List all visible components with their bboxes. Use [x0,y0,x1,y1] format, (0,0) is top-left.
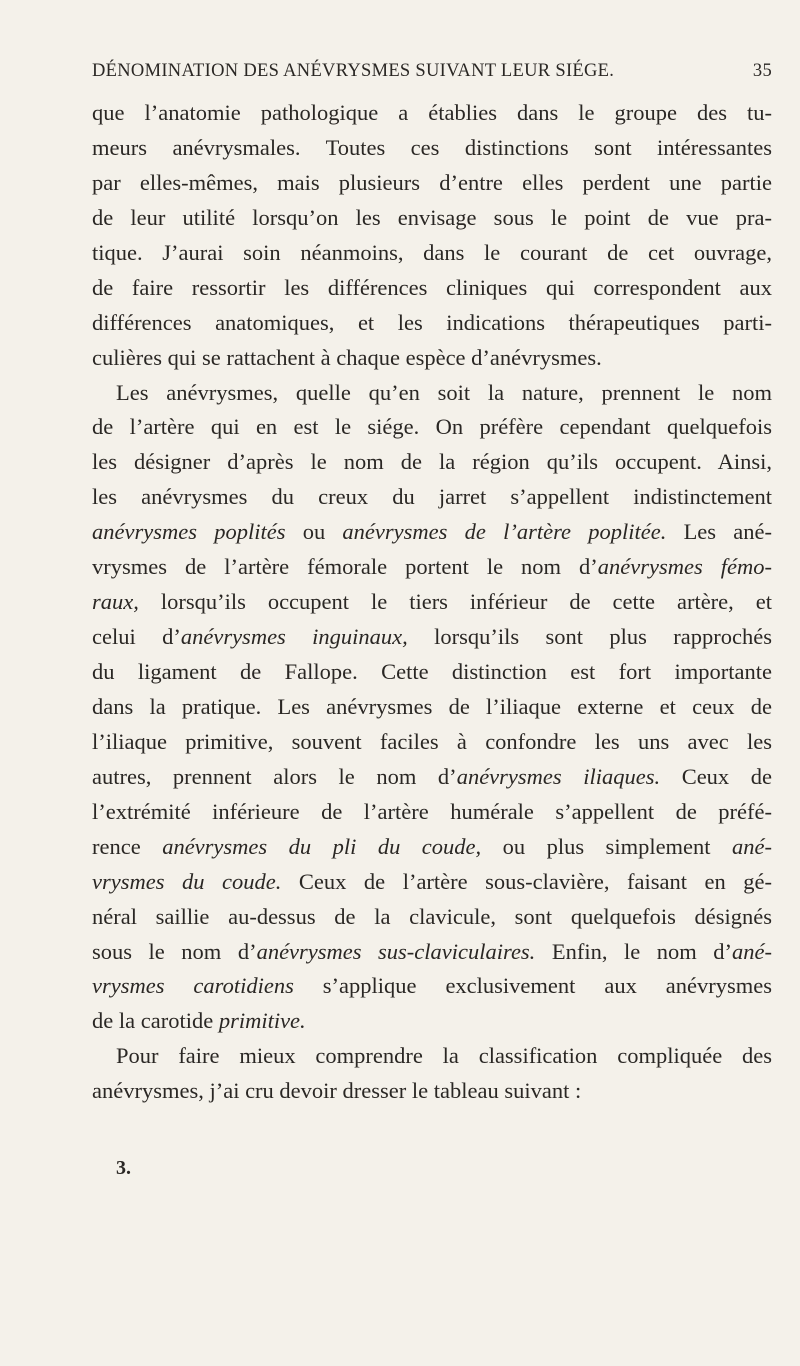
text-line [92,236,772,271]
text-segment: l’extrémité inférieure de l’artère humérale s’appellent de préfé- [92,798,772,824]
text-segment: Ceux de [660,763,772,789]
text-line [92,341,772,376]
text-line [92,760,772,795]
text-segment: que l’anatomie pathologique a établies dans le groupe des tu- [92,100,772,125]
text-line [92,969,772,1004]
body-text [92,96,772,1109]
text-segment: de la carotide [92,1008,219,1034]
italic-term: anévrysmes du pli du coude, [162,833,482,859]
page-number: 35 [752,61,772,81]
text-segment: ou [285,519,343,545]
text-segment: dans la pratique. Les anévrysmes de l’iliaque externe et ceux de [92,693,772,719]
text-line [92,131,772,166]
italic-term: ané- [732,938,772,964]
text-segment: différences anatomiques, et les indications thérapeutiques parti- [92,309,772,335]
text-line [92,655,772,690]
text-segment: Pour faire mieux comprendre la classification compliquée des [116,1043,772,1069]
italic-term: vrysmes carotidiens [92,973,294,999]
text-line [92,1004,772,1039]
text-line [92,550,772,585]
text-segment: lorsqu’ils occupent le tiers inférieur de cette artère, et [138,589,772,615]
text-line [92,515,772,550]
text-line [92,306,772,341]
text-segment: sous le nom d’ [92,938,257,964]
text-line [92,935,772,970]
text-line [92,1074,772,1109]
text-segment: Ceux de l’artère sous-clavière, faisant en gé- [281,868,773,894]
text-segment: néral saillie au-dessus de la clavicule, sont quelquefois désignés [92,903,772,929]
text-line [92,376,772,411]
text-segment: de l’artère qui en est le siége. On préfère cependant quelquefois [92,414,772,440]
text-line [92,620,772,655]
text-segment: Enfin, le nom d’ [535,938,732,964]
italic-term: anévrysmes fémo- [597,554,772,580]
italic-term: anévrysmes poplités [92,519,286,545]
text-segment: Les ané- [666,519,772,545]
text-line [92,900,772,935]
text-line [92,690,772,725]
text-segment: culières qui se rattachent à chaque espèce d’anévrysmes. [92,344,602,370]
text-segment: anévrysmes, j’ai cru devoir dresser le tableau suivant : [92,1078,582,1104]
text-segment: lorsqu’ils sont plus rapprochés [407,624,773,650]
running-head [92,61,772,85]
text-segment: par elles-mêmes, mais plusieurs d’entre elles perdent une partie [92,169,772,195]
text-segment: les anévrysmes du creux du jarret s’appellent indistinctement [92,484,772,510]
text-line [92,865,772,900]
signature-mark: 3. [116,1157,131,1179]
text-line [92,585,772,620]
italic-term: anévrysmes sus-claviculaires. [256,938,536,964]
text-segment: vrysmes de l’artère fémorale portent le nom d’ [92,554,598,580]
italic-term: primitive. [218,1008,306,1034]
text-segment: ou plus simplement [481,833,733,859]
text-line [92,201,772,236]
italic-term: raux, [92,589,139,615]
text-line [92,1039,772,1074]
text-line [92,480,772,515]
italic-term: anévrysmes iliaques. [456,763,661,789]
text-line [92,725,772,760]
italic-term: ané- [732,833,772,859]
text-segment: l’iliaque primitive, souvent faciles à confondre les uns avec les [92,728,772,754]
text-segment: tique. J’aurai soin néanmoins, dans le courant de cet ouvrage, [92,239,772,265]
italic-term: anévrysmes de l’artère poplitée. [342,519,667,545]
italic-term: vrysmes du coude. [92,868,282,894]
text-line [92,830,772,865]
running-head-title: DÉNOMINATION DES ANÉVRYSMES SUIVANT LEUR SIÉGE. [92,61,615,81]
text-line [92,795,772,830]
text-segment: de faire ressortir les différences cliniques qui correspondent aux [92,274,772,300]
text-segment: meurs anévrysmales. Toutes ces distinctions sont intéressantes [92,134,772,160]
text-line [92,166,772,201]
italic-term: anévrysmes inguinaux, [180,624,408,650]
text-segment: de leur utilité lorsqu’on les envisage sous le point de vue pra- [92,204,772,230]
text-line [92,271,772,306]
text-segment: celui d’ [92,624,181,650]
text-segment: les désigner d’après le nom de la région qu’ils occupent. Ainsi, [92,449,772,475]
text-segment: autres, prennent alors le nom d’ [92,763,457,789]
text-line [92,410,772,445]
text-line [92,445,772,480]
text-line [92,96,772,131]
text-segment: rence [92,833,163,859]
text-segment: s’applique exclusivement aux anévrysmes [293,973,772,999]
text-segment: du ligament de Fallope. Cette distinction est fort importante [92,659,772,684]
text-segment: Les anévrysmes, quelle qu’en soit la nature, prennent le nom [116,379,772,405]
